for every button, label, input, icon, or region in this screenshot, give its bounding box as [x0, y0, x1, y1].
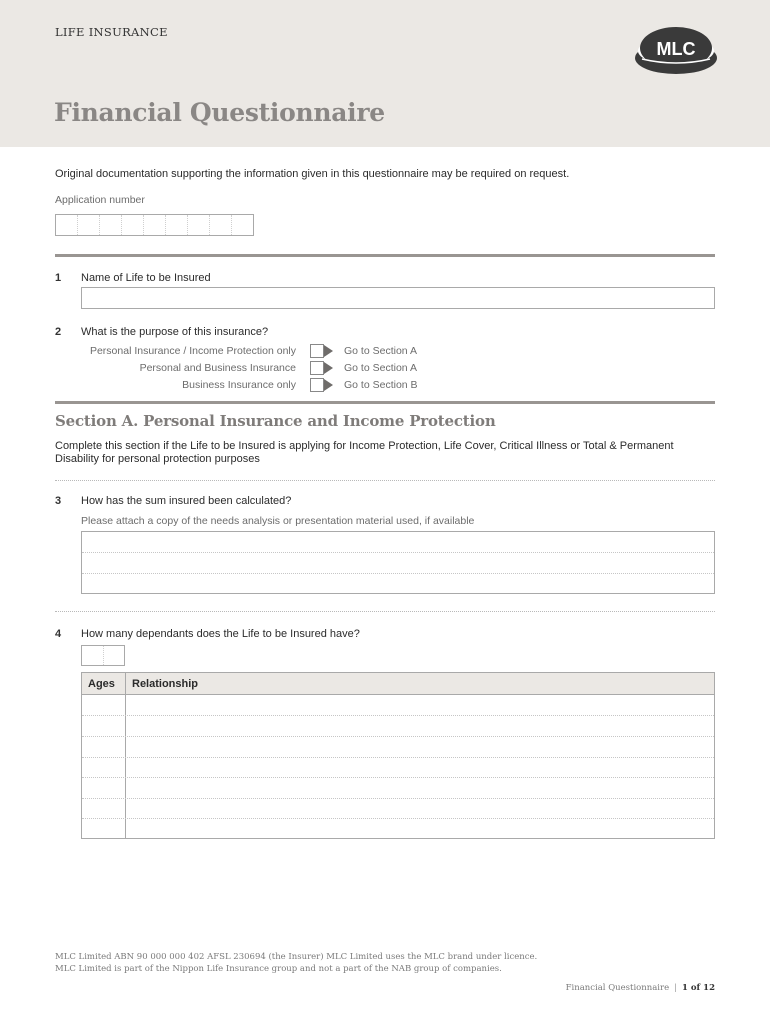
purpose-option-personal-business: [81, 361, 441, 377]
page-footer: Financial Questionnaire | 1 of 12: [565, 983, 715, 993]
purpose-option-label: Personal Insurance / Income Protection only: [89, 345, 296, 357]
legal-line-1: MLC Limited ABN 90 000 000 402 AFSL 230694 (the Insurer) MLC Limited uses the MLC brand under licence.: [55, 952, 538, 962]
column-header-relationship: Relationship: [132, 678, 199, 690]
purpose-checkbox-personal[interactable]: [310, 344, 324, 358]
purpose-option-label: Personal and Business Insurance: [139, 362, 296, 374]
divider: [55, 401, 715, 404]
page-number: 1 of 12: [682, 983, 715, 993]
purpose-goto: Go to Section A: [344, 362, 417, 374]
arrow-right-icon: [324, 345, 333, 357]
application-number-label: Application number: [55, 194, 145, 206]
question-4-text: How many dependants does the Life to be Insured have?: [81, 628, 360, 640]
arrow-right-icon: [324, 379, 333, 391]
arrow-right-icon: [324, 362, 333, 374]
question-1-text: Name of Life to be Insured: [81, 272, 211, 284]
page-header: [0, 0, 770, 147]
question-4-number: 4: [55, 628, 62, 640]
question-2-number: 2: [55, 326, 62, 338]
dependants-count-input[interactable]: [81, 645, 125, 666]
legal-line-2: MLC Limited is part of the Nippon Life Insurance group and not a part of the NAB group of companies.: [55, 964, 502, 974]
logo-text: MLC: [656, 39, 696, 59]
purpose-option-business: [81, 378, 441, 394]
section-a-description: Complete this section if the Life to be Insured is applying for Income Protection, Life Cover, Critical Illness or Total & Permanent Disability for personal protection purposes: [55, 440, 674, 465]
purpose-checkbox-personal-business[interactable]: [310, 361, 324, 375]
table-header: [82, 673, 714, 695]
mlc-logo: [634, 24, 718, 76]
purpose-checkbox-business[interactable]: [310, 378, 324, 392]
life-insured-name-input[interactable]: [81, 287, 715, 309]
sum-insured-calculation-input[interactable]: [81, 531, 715, 594]
dotted-divider: [55, 480, 715, 481]
question-3-hint: Please attach a copy of the needs analysis or presentation material used, if available: [81, 515, 475, 527]
dotted-divider: [55, 611, 715, 612]
footer-document-title: Financial Questionnaire: [565, 983, 670, 993]
question-3-number: 3: [55, 495, 62, 507]
question-3-text: How has the sum insured been calculated?: [81, 495, 292, 507]
purpose-option-personal: [81, 344, 441, 360]
column-header-ages: Ages: [88, 678, 115, 690]
purpose-option-label: Business Insurance only: [182, 379, 296, 391]
dependants-table: [81, 672, 715, 839]
purpose-goto: Go to Section A: [344, 345, 417, 357]
page-title: Financial Questionnaire: [54, 98, 385, 127]
intro-text: Original documentation supporting the information given in this questionnaire may be required on request.: [55, 168, 570, 180]
legal-notice: [55, 951, 537, 975]
question-1-number: 1: [55, 272, 62, 284]
document-type: LIFE INSURANCE: [55, 25, 168, 39]
question-2-text: What is the purpose of this insurance?: [81, 326, 269, 338]
application-number-input[interactable]: [55, 214, 254, 236]
purpose-goto: Go to Section B: [344, 379, 418, 391]
section-a-title: Section A. Personal Insurance and Income Protection: [55, 412, 496, 430]
divider: [55, 254, 715, 257]
